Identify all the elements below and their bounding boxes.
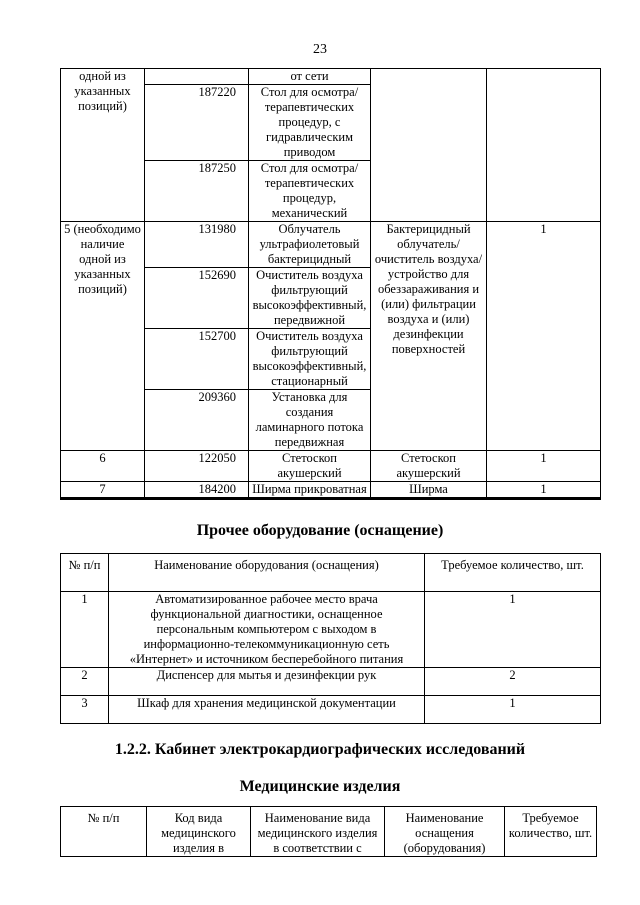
equipment-cell: Бактерицидный облучатель/ очиститель воздуха/ устройство для обеззараживания и (или) фильтрации воздуха и (или) дезинфекции поверхностей bbox=[371, 222, 487, 451]
section-other-title: Прочее оборудование (оснащение) bbox=[196, 522, 444, 539]
row-name: Автоматизированное рабочее место врача функциональной диагностики, оснащенное персональным компьютером с выходом в информационно-телекоммуникационную сеть «Интернет» и источником бесперебойного питания bbox=[109, 592, 425, 668]
code-cell: 187250 bbox=[145, 161, 249, 222]
header-num: № п/п bbox=[61, 554, 109, 592]
row-num: 3 bbox=[61, 696, 109, 724]
row-num: 2 bbox=[61, 668, 109, 696]
code-cell: 209360 bbox=[145, 390, 249, 451]
quantity-cell bbox=[487, 69, 601, 222]
position-number-cell: 7 bbox=[61, 482, 145, 499]
equipment-cell: Ширма bbox=[371, 482, 487, 499]
section-med-title: Медицинские изделия bbox=[239, 778, 401, 795]
code-cell: 131980 bbox=[145, 222, 249, 268]
table-row bbox=[61, 696, 601, 724]
device-name-cell: от сети bbox=[249, 69, 371, 85]
device-name-cell: Ширма прикроватная bbox=[249, 482, 371, 499]
code-cell: 184200 bbox=[145, 482, 249, 499]
ecg-medical-devices-table bbox=[60, 806, 597, 857]
device-name-cell: Стетоскоп акушерский bbox=[249, 451, 371, 482]
header-name: Наименование вида медицинского изделия в соответствии с bbox=[251, 807, 385, 857]
device-name-cell: Стол для осмотра/ терапевтических процедур, механический bbox=[249, 161, 371, 222]
table-row bbox=[61, 69, 601, 85]
section-ecg-title: 1.2.2. Кабинет электрокардиографических исследований bbox=[114, 741, 526, 758]
position-number-cell: 6 bbox=[61, 451, 145, 482]
page-number: 23 bbox=[313, 42, 327, 57]
header-num: № п/п bbox=[61, 807, 147, 857]
device-name-cell: Очиститель воздуха фильтрующий высокоэффективный, передвижной bbox=[249, 268, 371, 329]
table-header-row bbox=[61, 554, 601, 592]
position-number-cell: 5 (необходимо наличие одной из указанных позиций) bbox=[61, 222, 145, 451]
table-header-row bbox=[61, 807, 597, 857]
table-row bbox=[61, 668, 601, 696]
equipment-cell bbox=[371, 69, 487, 222]
quantity-cell: 1 bbox=[487, 482, 601, 499]
device-name-cell: Стол для осмотра/ терапевтических процедур, с гидравлическим приводом bbox=[249, 85, 371, 161]
medical-devices-table-continued bbox=[60, 68, 601, 500]
equipment-cell: Стетоскоп акушерский bbox=[371, 451, 487, 482]
other-equipment-table bbox=[60, 553, 601, 724]
quantity-cell: 1 bbox=[487, 451, 601, 482]
table-row bbox=[61, 482, 601, 499]
row-name: Шкаф для хранения медицинской документации bbox=[109, 696, 425, 724]
device-name-cell: Установка для создания ламинарного потока передвижная bbox=[249, 390, 371, 451]
table-row bbox=[61, 592, 601, 668]
position-number-cell: одной из указанных позиций) bbox=[61, 69, 145, 222]
header-code: Код вида медицинского изделия в bbox=[147, 807, 251, 857]
header-name: Наименование оборудования (оснащения) bbox=[109, 554, 425, 592]
code-cell: 187220 bbox=[145, 85, 249, 161]
header-qty: Требуемое количество, шт. bbox=[505, 807, 597, 857]
code-cell: 152690 bbox=[145, 268, 249, 329]
row-num: 1 bbox=[61, 592, 109, 668]
table-row bbox=[61, 222, 601, 268]
table-row bbox=[61, 451, 601, 482]
device-name-cell: Очиститель воздуха фильтрующий высокоэффективный, стационарный bbox=[249, 329, 371, 390]
row-qty: 2 bbox=[425, 668, 601, 696]
code-cell bbox=[145, 69, 249, 85]
quantity-cell: 1 bbox=[487, 222, 601, 451]
code-cell: 152700 bbox=[145, 329, 249, 390]
row-qty: 1 bbox=[425, 592, 601, 668]
row-name: Диспенсер для мытья и дезинфекции рук bbox=[109, 668, 425, 696]
code-cell: 122050 bbox=[145, 451, 249, 482]
header-qty: Требуемое количество, шт. bbox=[425, 554, 601, 592]
header-equipment: Наименование оснащения (оборудования) bbox=[385, 807, 505, 857]
row-qty: 1 bbox=[425, 696, 601, 724]
device-name-cell: Облучатель ультрафиолетовый бактерицидный bbox=[249, 222, 371, 268]
